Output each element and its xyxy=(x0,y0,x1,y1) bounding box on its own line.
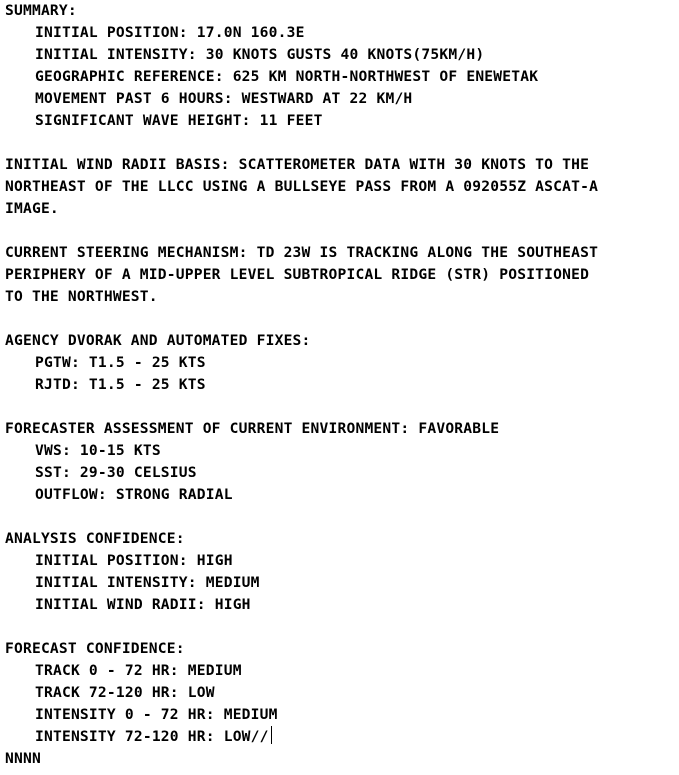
summary-initial-position: INITIAL POSITION: 17.0N 160.3E xyxy=(35,24,305,41)
forecast-intensity-0-72: INTENSITY 0 - 72 HR: MEDIUM xyxy=(35,706,278,723)
environment-header: FORECASTER ASSESSMENT OF CURRENT ENVIRONMENT: FAVORABLE xyxy=(5,420,500,437)
dvorak-rjtd: RJTD: T1.5 - 25 KTS xyxy=(35,376,206,393)
analysis-initial-wind-radii: INITIAL WIND RADII: HIGH xyxy=(35,596,251,613)
forecast-intensity-72-120-row[interactable] xyxy=(5,726,675,748)
wind-radii-line-2: NORTHEAST OF THE LLCC USING A BULLSEYE PASS FROM A 092055Z ASCAT-A xyxy=(5,178,599,195)
wind-radii-line-3: IMAGE. xyxy=(5,200,59,217)
blank-line xyxy=(5,506,675,528)
steering-line-1: CURRENT STEERING MECHANISM: TD 23W IS TRACKING ALONG THE SOUTHEAST xyxy=(5,244,599,261)
summary-header: SUMMARY: xyxy=(5,2,77,19)
blank-line xyxy=(5,220,675,242)
wind-radii-line-1: INITIAL WIND RADII BASIS: SCATTEROMETER DATA WITH 30 KNOTS TO THE xyxy=(5,156,590,173)
dvorak-pgtw: PGTW: T1.5 - 25 KTS xyxy=(35,354,206,371)
forecast-track-72-120: TRACK 72-120 HR: LOW xyxy=(35,684,215,701)
environment-vws: VWS: 10-15 KTS xyxy=(35,442,161,459)
text-cursor xyxy=(271,726,272,744)
forecast-track-0-72: TRACK 0 - 72 HR: MEDIUM xyxy=(35,662,242,679)
summary-initial-intensity: INITIAL INTENSITY: 30 KNOTS GUSTS 40 KNOTS(75KM/H) xyxy=(35,46,485,63)
blank-line xyxy=(5,396,675,418)
blank-line xyxy=(5,308,675,330)
summary-geographic-reference: GEOGRAPHIC REFERENCE: 625 KM NORTH-NORTHWEST OF ENEWETAK xyxy=(35,68,539,85)
bulletin-document xyxy=(5,0,675,770)
environment-outflow: OUTFLOW: STRONG RADIAL xyxy=(35,486,233,503)
analysis-initial-intensity: INITIAL INTENSITY: MEDIUM xyxy=(35,574,260,591)
steering-line-2: PERIPHERY OF A MID-UPPER LEVEL SUBTROPICAL RIDGE (STR) POSITIONED xyxy=(5,266,590,283)
summary-wave-height: SIGNIFICANT WAVE HEIGHT: 11 FEET xyxy=(35,112,323,129)
forecast-confidence-header: FORECAST CONFIDENCE: xyxy=(5,640,185,657)
forecast-intensity-72-120: INTENSITY 72-120 HR: LOW// xyxy=(35,728,269,745)
blank-line xyxy=(5,132,675,154)
steering-line-3: TO THE NORTHWEST. xyxy=(5,288,158,305)
analysis-confidence-header: ANALYSIS CONFIDENCE: xyxy=(5,530,185,547)
analysis-initial-position: INITIAL POSITION: HIGH xyxy=(35,552,233,569)
blank-line xyxy=(5,616,675,638)
footer-end-marker: NNNN xyxy=(5,750,41,767)
summary-movement: MOVEMENT PAST 6 HOURS: WESTWARD AT 22 KM/H xyxy=(35,90,413,107)
environment-sst: SST: 29-30 CELSIUS xyxy=(35,464,197,481)
dvorak-header: AGENCY DVORAK AND AUTOMATED FIXES: xyxy=(5,332,311,349)
